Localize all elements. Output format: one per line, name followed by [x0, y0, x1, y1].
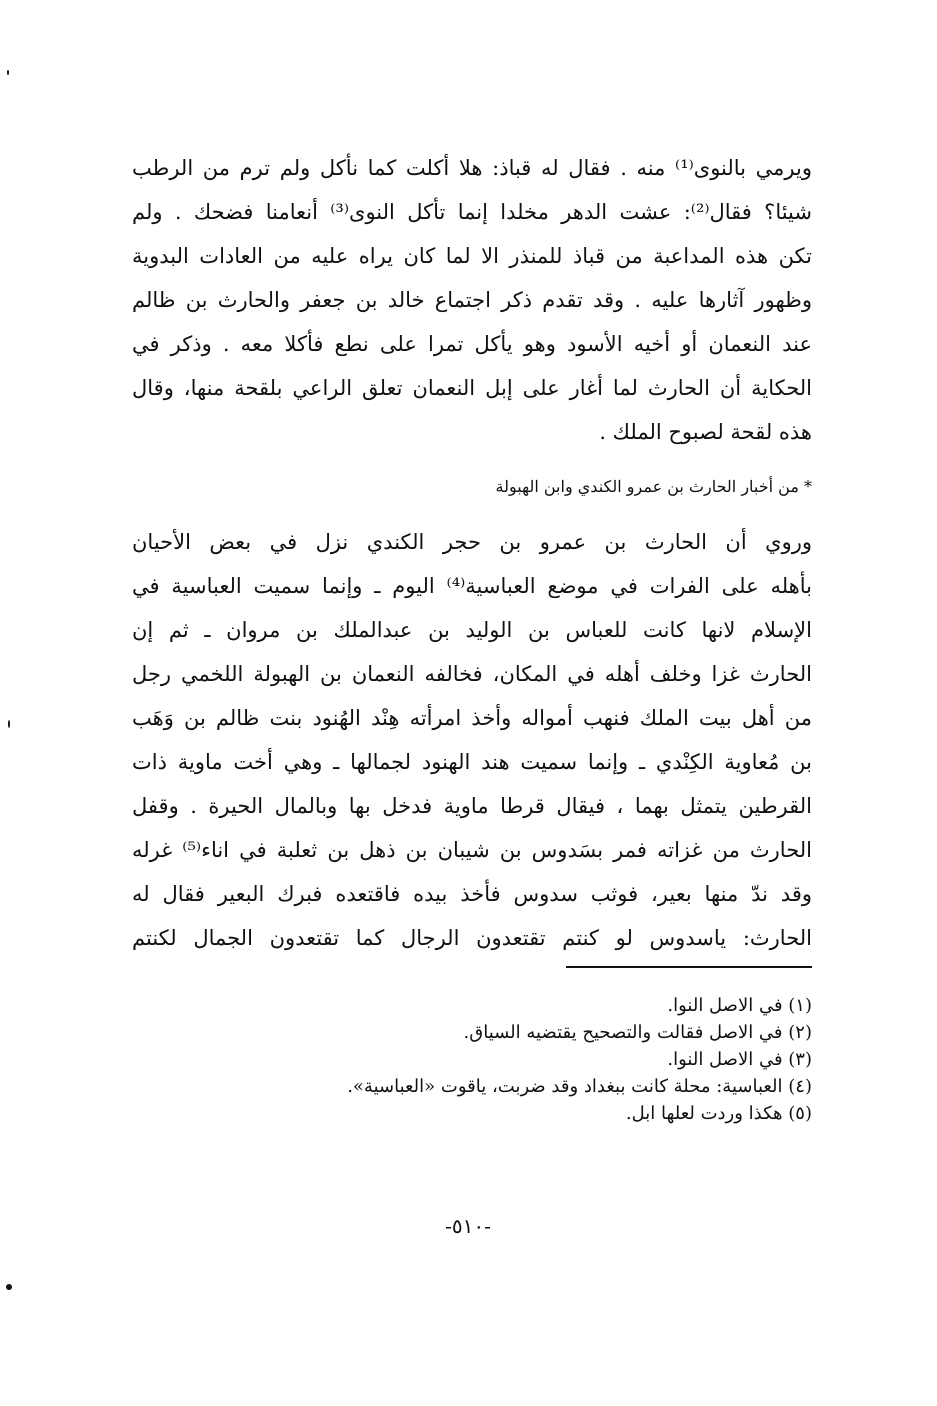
- footnote-item: (٣) في الاصل النوا.: [667, 1049, 812, 1070]
- text-line: تكن هذه المداعبة من قباذ للمنذر الا لما كان يراه عليه من العادات البدوية: [132, 244, 812, 268]
- footnote-item: (٢) في الاصل فقالت والتصحيح يقتضيه السياق.: [463, 1022, 812, 1043]
- text-line: الحكاية أن الحارث لما أغار على إبل النعمان تعلق الراعي بلقحة منها، وقال: [132, 376, 812, 400]
- text-line: عند النعمان أو أخيه الأسود وهو يأكل تمرا على نطع فأكلا معه . وذكر في: [132, 332, 812, 356]
- text-line: بأهله على الفرات في موضع العباسية⁽⁴⁾ اليوم ـ وإنما سميت العباسية في: [132, 574, 812, 598]
- text-line: الإسلام لانها كانت للعباس بن الوليد بن عبدالملك بن مروان ـ ثم إن: [132, 618, 812, 642]
- text-line: بن مُعاوية الكِنْدي ـ وإنما سميت هند الهنود لجمالها ـ وهي أخت ماوية ذات: [132, 750, 812, 774]
- main-paragraph-1: [132, 146, 812, 454]
- footnote-item: (١) في الاصل النوا.: [667, 995, 812, 1016]
- main-paragraph-2: [132, 520, 812, 960]
- text-line: وروي أن الحارث بن عمرو بن حجر الكندي نزل في بعض الأحيان: [132, 530, 812, 554]
- text-line: الحارث: ياسدوس لو كنتم تقتعدون الرجال كما تقتعدون الجمال لكنتم: [132, 926, 812, 950]
- text-line: الحارث غزا وخلف أهله في المكان، فخالفه النعمان بن الهبولة اللخمي رجل: [132, 662, 812, 686]
- scan-mark: [6, 1284, 12, 1290]
- scan-mark: [8, 720, 10, 728]
- footnote-divider: [566, 966, 812, 968]
- text-line: ويرمي بالنوى⁽¹⁾ منه . فقال له قباذ: هلا أكلت كما نأكل ولم ترم من الرطب: [132, 156, 812, 180]
- footnote-item: (٥) هكذا وردت لعلها ابل.: [625, 1103, 812, 1124]
- text-line: وظهور آثارها عليه . وقد تقدم ذكر اجتماع خالد بن جعفر والحارث بن ظالم: [132, 288, 812, 312]
- footnotes: [240, 992, 812, 1127]
- section-heading: * من أخبار الحارث بن عمرو الكندي وابن الهبولة: [495, 477, 812, 496]
- page-number: -٥١٠-: [445, 1214, 491, 1238]
- text-line: وقد ندّ منها بعير، فوثب سدوس فأخذ بيده فاقتعده فبرك البعير فقال له: [132, 882, 812, 906]
- scan-mark: [7, 70, 9, 75]
- text-line: شيئا؟ فقال⁽²⁾: عشت الدهر مخلدا إنما تأكل النوى⁽³⁾ أنعامنا فضحك . ولم: [132, 200, 812, 224]
- text-line: الحارث من غزاته فمر بسَدوس بن شيبان بن ذهل بن ثعلبة في اناء⁽⁵⁾ غرله: [132, 838, 812, 862]
- text-line: هذه لقحة لصبوح الملك .: [599, 420, 812, 444]
- footnote-item: (٤) العباسية: محلة كانت ببغداد وقد ضربت، ياقوت «العباسية».: [347, 1076, 812, 1097]
- text-line: القرطين يتمثل بهما ، فيقال قرطا ماوية فدخل بها وبالمال الحيرة . وقفل: [132, 794, 812, 818]
- text-line: من أهل بيت الملك فنهب أمواله وأخذ امرأته هِنْد الهُنود بنت ظالم بن وَهَب: [132, 706, 812, 730]
